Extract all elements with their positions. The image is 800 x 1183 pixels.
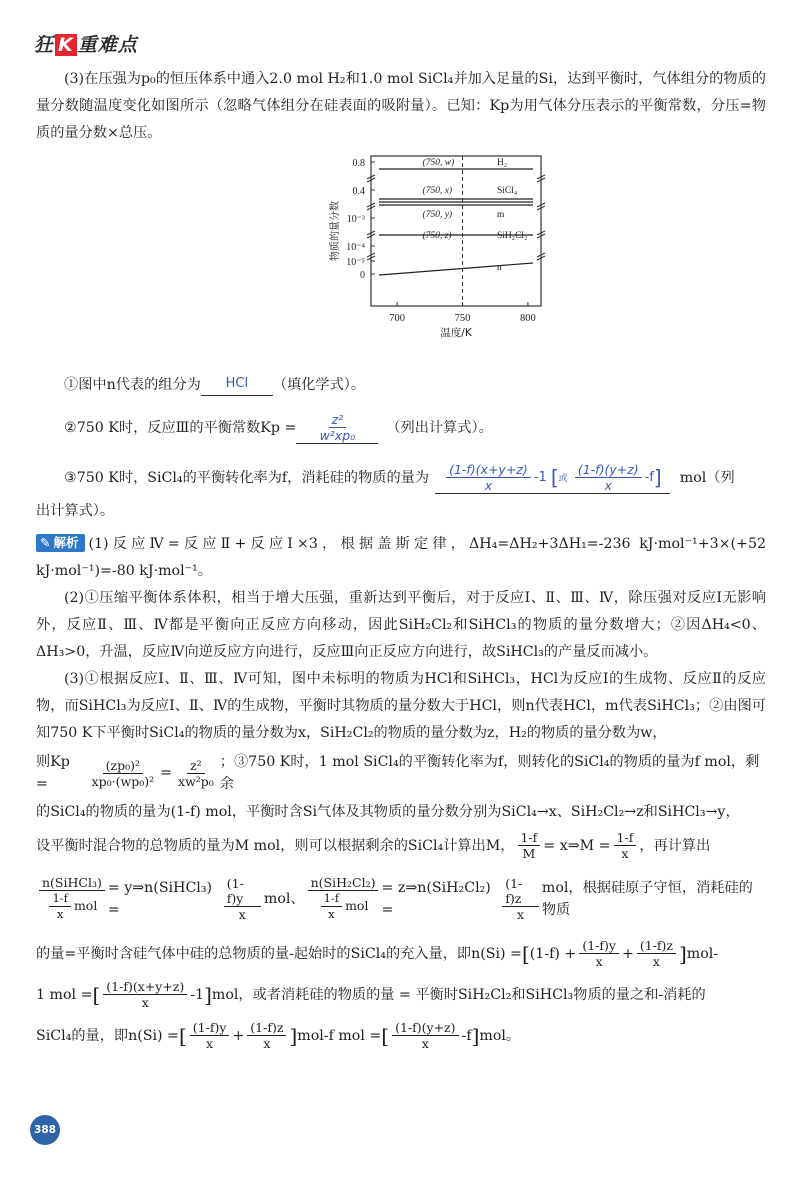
x-tick-label: 800 [520,313,536,324]
brand-logo: 狂 K 重难点 [34,34,138,56]
nsi2-f-den: x [141,995,149,1010]
question-3-1 [64,373,766,396]
x-tick-label: 700 [389,313,406,324]
n-b-den [315,891,372,922]
nsi3-mid: mol-f mol = [297,1027,382,1044]
series-name: n [497,263,502,273]
nsi1-plus: + [621,945,634,962]
analysis-p1 [36,531,766,585]
series-name: SiCl₄ [497,186,518,196]
nsi3-plus: + [232,1027,245,1044]
series-line-4 [379,263,533,275]
n-b-mid: = z⇒n(SiH₂Cl₂) = [381,879,491,918]
m-f2-den: x [621,846,629,861]
kp-f1-den: xp₀·(wp₀)² [91,773,155,789]
mole-fraction-chart [286,151,546,356]
nsi2-post: mol，或者消耗硅的物质的量 = 平衡时SiH₂Cl₂和SiHCl₃物质的量之和-消耗的 [211,986,706,1003]
analysis-p1-text: (1)反应Ⅳ=反应Ⅱ+反应Ⅰ×3，根据盖斯定律，ΔH₄=ΔH₂+3ΔH₁=-236 kJ·mol⁻¹+3×(+52 kJ·mol⁻¹)=-80 kJ·mol⁻¹。 [36,536,766,579]
nsi3-f2-num: (1-f)z [247,1020,286,1036]
kp-f2-num: z² [187,758,205,774]
analysis-p2: (2)①压缩平衡体系体积，相当于增大压强，重新达到平衡后，对于反应Ⅰ、Ⅱ、Ⅲ、Ⅳ，除压强对反应Ⅰ无影响外，反应Ⅱ、Ⅲ、Ⅳ都是平衡向正反应方向移动，因此SiH₂Cl₂和SiHCl₃的物质的量分数增大；②因ΔH₄<0、ΔH₃>0，升温，反应Ⅳ向逆反应方向进行，反应Ⅲ向正反应方向进行，故SiHCl₃的产量反而减小。 [36,590,766,660]
q2-prefix: ②750 K时，反应Ⅲ的平衡常数Kp = [64,420,297,436]
analysis-tag: ✎ 解析 [36,534,85,552]
series-name: H₂ [497,158,508,168]
figure [36,151,766,361]
nsi3-f3-num: (1-f)(y+z) [392,1020,458,1036]
nsi2-pre: 1 mol = [36,986,93,1003]
nsi1-f2-num: (1-f)z [637,938,676,954]
nsi1-pre: 的量=平衡时含硅气体中硅的总物质的量-起始时的SiCl₄的充入量，即n(Si) = [36,945,522,962]
kp-eq: = [160,765,173,781]
q2-num: z² [329,412,347,428]
page-number: 388 [30,1115,60,1145]
n-b-den-unit: mol [345,898,369,913]
analysis-nsi-formula-1: 的量=平衡时含硅气体中硅的总物质的量-起始时的SiCl₄的充入量，即n(Si) = [ (1-f) + $\frac{(1-f)y}{x}$ + $\frac{(1-f)z}{x}$ ] mol- [36,938,719,969]
n-a-res-num: (1-f)y [224,876,261,907]
series-name: SiH₂Cl₂ [497,231,528,241]
nsi1-post: mol- [686,945,719,962]
m-pre: 设平衡时混合物的总物质的量为M mol，则可以根据剩余的SiCl₄计算出M， [36,837,515,854]
q3-suffix: mol（列 [679,470,735,486]
m-f2-num: 1-f [614,830,637,846]
nsi3-f1-num: (1-f)y [190,1020,230,1036]
y-axis-label: 物质的量分数 [330,201,341,261]
kp-f1-num: (zp₀)² [103,758,143,774]
analysis-nsi-formula-2: 1 mol = [ $\frac{(1-f)(x+y+z)}{x}$ -1 ] mol，或者消耗硅的物质的量 = 平衡时SiH₂Cl₂和SiHCl₃物质的量之和-消耗的 [36,979,706,1010]
y-tick-label: 10⁻⁵ [346,257,365,268]
point-label: (750, z) [422,231,452,241]
n-a-mid: = y⇒n(SiHCl₃) = [107,879,213,918]
n-b-den-den: x [328,907,335,921]
q1-suffix: （填化学式）。 [272,376,366,393]
question-3-3 [64,462,766,494]
analysis-kp-formula [36,751,766,795]
q3-prefix: ③750 K时，SiCl₄的平衡转化率为f，消耗硅的物质的量为 [64,470,430,486]
nsi1-a: (1-f) + [529,945,577,962]
nsi3-f2-den: x [263,1036,271,1051]
analysis-p5: 的SiCl₄的物质的量为(1-f) mol，平衡时含Si气体及其物质的量分数分别为SiCl₄→x、SiH₂Cl₂→z和SiHCl₃→y， [36,804,740,820]
y-tick-label: 0.4 [352,186,365,197]
q2-suffix: （列出计算式）。 [386,420,493,436]
n-b-den-num: 1-f [321,891,342,907]
q3-a1-tail: -1 [533,470,547,485]
n-a-den-num: 1-f [49,891,70,907]
nsi3-f3-den: x [421,1036,429,1051]
q3-a1-den: x [484,478,493,493]
q3-a2-den: x [604,478,612,493]
n-a-den-unit: mol [73,898,98,913]
q3-or: 或 [558,474,568,484]
n-b-num: n(SiH₂Cl₂) [308,875,379,891]
q3-a2-tail: -f [644,470,654,485]
n-a-res-den: x [238,906,246,922]
kp-post: ；③750 K时，1 mol SiCl₄的平衡转化率为f，则转化的SiCl₄的物质的量为f mol，剩余 [219,754,760,792]
kp-pre: 则Kp = [36,754,70,792]
q3-a1-num: (1-f)(x+y+z) [446,462,531,478]
q3-answer: $\frac{(1-f)(x+y+z)}{x}$ -1 [或 $\frac{(1-f)(y+z)}{x}$ -f] [435,462,670,494]
n-b-res-den: x [517,906,525,922]
n-b-res-num: (1-f)z [502,876,539,907]
page-content [36,66,766,1051]
m-f1-num: 1-f [518,830,541,846]
q3-suffix-2: 出计算式）。 [36,503,115,519]
nsi3-tail: -f [461,1027,472,1044]
n-a-den [43,891,100,922]
n-a-num: n(SiHCl₃) [39,875,105,891]
analysis-nsi-formula-3: SiCl₄的量，即n(Si) = [ $\frac{(1-f)y}{x}$ + $\frac{(1-f)z}{x}$ ] mol-f mol = [ $\frac{(1-f)(y+z)}{x}$ -f ] mol。 [36,1020,521,1051]
x-axis-label: 温度/K [440,327,472,339]
y-tick-label: 0 [360,270,365,281]
point-label: (750, y) [422,210,453,220]
m-mid: = x⇒M = [543,837,611,854]
nsi2-f-num: (1-f)(x+y+z) [103,979,187,995]
series-name: m [497,210,505,220]
n-a-den-den: x [56,907,64,921]
y-tick-label: 10⁻³ [346,214,365,225]
n-b-post: mol，根据硅原子守恒，消耗硅的物质 [541,879,753,918]
analysis-n-formula [36,875,766,922]
nsi1-f1-den: x [595,954,603,969]
q1-answer: HCl [201,373,273,396]
x-tick-label: 750 [454,313,471,324]
point-label: (750, w) [422,158,455,168]
q3-a2-num: (1-f)(y+z) [575,462,642,478]
n-a-unit: mol、 [263,890,305,907]
nsi3-post: mol。 [479,1027,521,1044]
nsi3-pre: SiCl₄的量，即n(Si) = [36,1027,179,1044]
nsi2-tail: -1 [190,986,205,1003]
kp-f2-den: xw²p₀ [178,773,214,789]
nsi1-f2-den: x [652,954,660,969]
analysis-p3: (3)①根据反应Ⅰ、Ⅱ、Ⅲ、Ⅳ可知，图中未标明的物质为HCl和SiHCl₃，HCl为反应Ⅰ的生成物、反应Ⅱ的反应物，而SiHCl₃为反应Ⅰ、Ⅱ、Ⅳ的生成物，平衡时其物质的量分数大于HCl，则n代表HCl，m代表SiHCl₃；②由图可知750 K下平衡时SiCl₄的物质的量分数为x，SiH₂Cl₂的物质的量分数为z，H₂的物质的量分数为w， [36,671,766,741]
q1-prefix: ①图中n代表的组分为 [64,376,201,393]
q2-answer [296,412,378,444]
nsi3-f1-den: x [206,1036,214,1051]
m-f1-den: M [522,846,536,861]
question-3-intro: (3)在压强为p₀的恒压体系中通入2.0 mol H₂和1.0 mol SiCl₄并加入足量的Si，达到平衡时，气体组分的物质的量分数随温度变化如图所示（忽略气体组分在硅表面的吸附量）。已知：Kp为用气体分压表示的平衡常数，分压=物质的量分数×总压。 [36,71,766,141]
pencil-icon: ✎ [40,535,51,550]
y-tick-label: 0.8 [352,158,365,169]
nsi1-f1-num: (1-f)y [579,938,619,954]
m-post: ，再计算出 [639,837,711,854]
y-tick-label: 10⁻⁴ [346,242,365,253]
point-label: (750, x) [422,186,453,196]
question-3-2 [64,412,766,444]
analysis-m-formula [36,830,766,861]
q2-den: w²xp₀ [319,428,356,443]
